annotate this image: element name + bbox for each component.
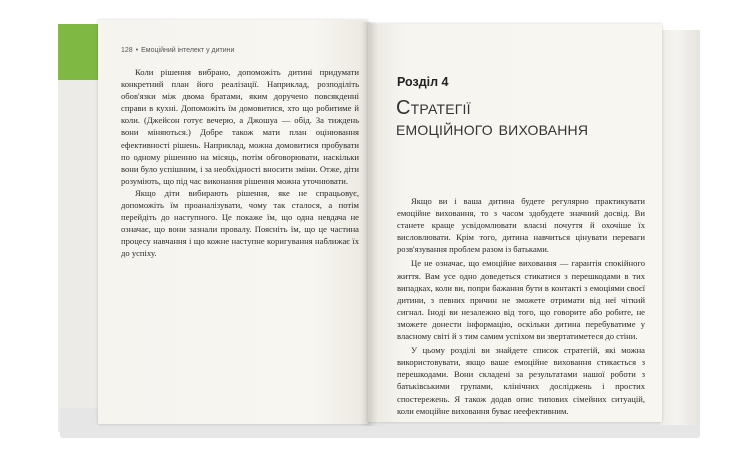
right-page-text — [397, 195, 645, 417]
header-bullet: • — [135, 47, 139, 54]
left-page-text — [121, 66, 359, 260]
chapter-title — [396, 98, 646, 140]
chapter-label: Розділ 4 — [397, 75, 449, 89]
left-paragraph: Коли рішення вибрано, допоможіть дитині придумати конкретний план його реалізації. Наприклад, розподіліть обов'язки між двома братами, яким доручено повсякденні справи в кухні. Допоможіть їм домовитися, хто що робитиме й коли. (Джейсон готує вечерю, а Джошуа — обід. За тиждень вони міняються.) Добре також мати план оцінювання ефективності рішень. Наприклад, можна домовитися пробувати по одному рішенню на місяць, потім обговорювати, наскільки вони було успішним, і за необхідності вносити зміни. Отже, діти розуміють, що під час виконання рішення можна уточнювати. — [121, 67, 359, 186]
chapter-title-line-1: Стратегії — [396, 97, 471, 119]
right-paragraph: Якщо ви і ваша дитина будете регулярно практикувати емоційне виховання, то з часом здобудете значний досвід. Ви станете краще усвідомлювати власні почуття й охочіше їх висловлювати. Крім того, дитина навчиться цінувати переваги розв'язування проблем разом із батьками. — [397, 196, 645, 255]
right-paragraph: У цьому розділі ви знайдете список стратегій, які можна використовувати, якщо ваше емоційне виховання стикається з перешкодами. Вони складені за результатами нашої роботи з батьківськими групами, клінічних досліджень і простих спостережень. Я також додав опис типових сімейних ситуацій, коли емоційне виховання буває неефективним. — [397, 345, 645, 416]
page-stack-edge — [660, 30, 700, 425]
chapter-title-line-2: емоційного виховання — [396, 118, 589, 140]
running-head — [121, 47, 321, 54]
book-gutter — [360, 22, 378, 426]
page-number: 128 — [121, 47, 133, 54]
running-head-title: Емоційний інтелект у дитини — [141, 47, 235, 54]
left-paragraph: Якщо діти вибирають рішення, яке не спрацьовує, допоможіть їм проаналізувати, чому так сталося, а потім перейдіть до наступного. Це покаже їм, що одна невдача не означає, що вони зазнали провалу. Поясніть їм, що це частина процесу навчання і що кожне наступне коригування наближає їх до успіху. — [121, 187, 359, 259]
right-paragraph: Це не означає, що емоційне виховання — гарантія спокійного життя. Вам усе одно доведеться стикатися з перешкодами в тих випадках, коли ви, попри бажання бути в контакті з емоціями своєї дитини, з певних причин не зможете отримати від неї чіткий сигнал. Іноді ви незалежно від того, що говорите або робите, не зможете донести інформацію, оскільки дитина перебуватиме у власному світі й з тим самим успіхом ви звертатиметеся до стіни. — [397, 258, 645, 342]
green-book-cover — [58, 24, 100, 80]
cover-edge — [58, 80, 100, 432]
